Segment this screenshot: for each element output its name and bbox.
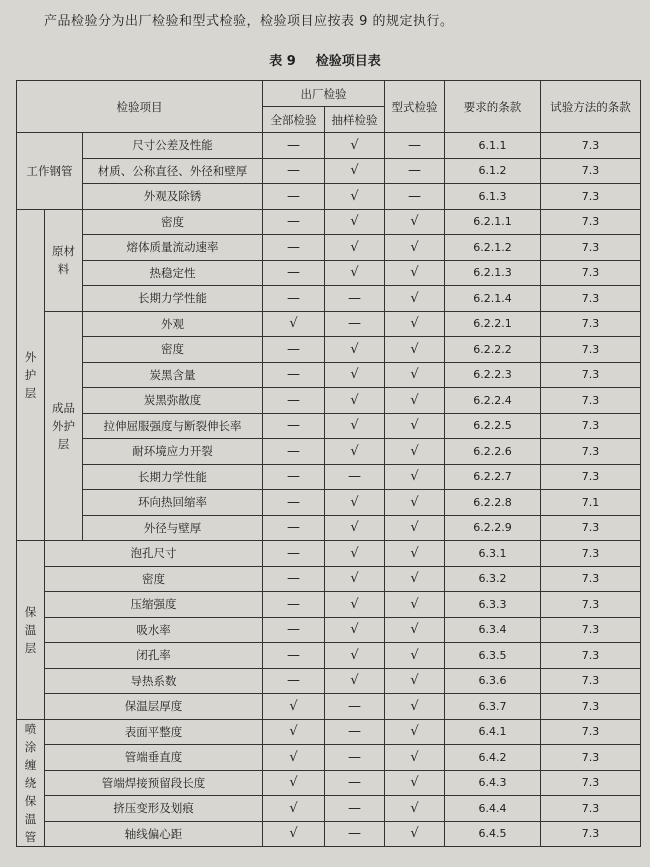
requirement-clause: 6.2.2.5 — [445, 413, 541, 439]
test-method-clause: 7.3 — [541, 337, 641, 363]
group-finished-outer: 成品外护层 — [45, 311, 83, 541]
sample-inspection-cell: √ — [325, 490, 385, 516]
sample-inspection-cell: √ — [325, 388, 385, 414]
table-row — [17, 362, 641, 388]
all-inspection-cell: √ — [263, 796, 325, 822]
requirement-clause: 6.3.4 — [445, 617, 541, 643]
requirement-clause: 6.3.6 — [445, 668, 541, 694]
inspection-items-table — [16, 80, 641, 847]
table-row — [17, 235, 641, 261]
requirement-clause: 6.1.3 — [445, 184, 541, 210]
header-type: 型式检验 — [385, 81, 445, 133]
all-inspection-cell: — — [263, 413, 325, 439]
table-row — [17, 337, 641, 363]
table-row — [17, 643, 641, 669]
table-row — [17, 311, 641, 337]
sample-inspection-cell: — — [325, 311, 385, 337]
table-row — [17, 694, 641, 720]
item-name: 管端焊接预留段长度 — [45, 770, 263, 796]
header-item: 检验项目 — [17, 81, 263, 133]
all-inspection-cell: √ — [263, 719, 325, 745]
header-sample: 抽样检验 — [325, 107, 385, 133]
table-row — [17, 209, 641, 235]
requirement-clause: 6.4.2 — [445, 745, 541, 771]
test-method-clause: 7.3 — [541, 643, 641, 669]
sample-inspection-cell: √ — [325, 668, 385, 694]
item-name: 材质、公称直径、外径和壁厚 — [83, 158, 263, 184]
test-method-clause: 7.3 — [541, 745, 641, 771]
item-name: 轴线偏心距 — [45, 821, 263, 847]
sample-inspection-cell: — — [325, 770, 385, 796]
requirement-clause: 6.2.1.4 — [445, 286, 541, 312]
table-row — [17, 541, 641, 567]
type-test-cell: √ — [385, 770, 445, 796]
table-body — [17, 133, 641, 847]
requirement-clause: 6.1.2 — [445, 158, 541, 184]
requirement-clause: 6.2.2.9 — [445, 515, 541, 541]
item-name: 密度 — [83, 337, 263, 363]
test-method-clause: 7.3 — [541, 617, 641, 643]
sample-inspection-cell: — — [325, 796, 385, 822]
item-name: 密度 — [45, 566, 263, 592]
test-method-clause: 7.3 — [541, 209, 641, 235]
type-test-cell: √ — [385, 362, 445, 388]
table-row — [17, 388, 641, 414]
requirement-clause: 6.2.2.6 — [445, 439, 541, 465]
all-inspection-cell: √ — [263, 770, 325, 796]
type-test-cell: √ — [385, 286, 445, 312]
table-number: 表 9 — [269, 54, 296, 69]
test-method-clause: 7.3 — [541, 515, 641, 541]
type-test-cell: √ — [385, 337, 445, 363]
table-row — [17, 592, 641, 618]
item-name: 外观及除锈 — [83, 184, 263, 210]
all-inspection-cell: — — [263, 643, 325, 669]
sample-inspection-cell: — — [325, 719, 385, 745]
requirement-clause: 6.2.2.3 — [445, 362, 541, 388]
sample-inspection-cell: — — [325, 745, 385, 771]
type-test-cell: √ — [385, 745, 445, 771]
item-name: 吸水率 — [45, 617, 263, 643]
test-method-clause: 7.3 — [541, 133, 641, 159]
test-method-clause: 7.3 — [541, 668, 641, 694]
test-method-clause: 7.3 — [541, 439, 641, 465]
item-name: 熔体质量流动速率 — [83, 235, 263, 261]
item-name: 外观 — [83, 311, 263, 337]
group-raw-material: 原材料 — [45, 209, 83, 311]
table-row — [17, 286, 641, 312]
table-header — [17, 81, 641, 133]
table-row — [17, 439, 641, 465]
sample-inspection-cell: √ — [325, 260, 385, 286]
type-test-cell: √ — [385, 821, 445, 847]
all-inspection-cell: √ — [263, 745, 325, 771]
header-factory: 出厂检验 — [263, 81, 385, 107]
all-inspection-cell: — — [263, 235, 325, 261]
test-method-clause: 7.3 — [541, 719, 641, 745]
test-method-clause: 7.3 — [541, 566, 641, 592]
requirement-clause: 6.2.2.2 — [445, 337, 541, 363]
item-name: 热稳定性 — [83, 260, 263, 286]
table-row — [17, 719, 641, 745]
requirement-clause: 6.4.5 — [445, 821, 541, 847]
item-name: 密度 — [83, 209, 263, 235]
test-method-clause: 7.3 — [541, 388, 641, 414]
group-steel-pipe: 工作钢管 — [17, 133, 83, 210]
test-method-clause: 7.3 — [541, 592, 641, 618]
requirement-clause: 6.3.7 — [445, 694, 541, 720]
group-insulation: 保温层 — [17, 541, 45, 720]
sample-inspection-cell: √ — [325, 566, 385, 592]
header-req: 要求的条款 — [445, 81, 541, 133]
all-inspection-cell: — — [263, 209, 325, 235]
item-name: 泡孔尺寸 — [45, 541, 263, 567]
all-inspection-cell: — — [263, 286, 325, 312]
test-method-clause: 7.3 — [541, 770, 641, 796]
table-row — [17, 133, 641, 159]
type-test-cell: √ — [385, 439, 445, 465]
requirement-clause: 6.2.1.1 — [445, 209, 541, 235]
header-method: 试验方法的条款 — [541, 81, 641, 133]
all-inspection-cell: — — [263, 617, 325, 643]
type-test-cell: — — [385, 158, 445, 184]
table-row — [17, 770, 641, 796]
sample-inspection-cell: √ — [325, 158, 385, 184]
table-row — [17, 821, 641, 847]
type-test-cell: √ — [385, 796, 445, 822]
all-inspection-cell: — — [263, 464, 325, 490]
sample-inspection-cell: √ — [325, 184, 385, 210]
requirement-clause: 6.2.2.7 — [445, 464, 541, 490]
sample-inspection-cell: √ — [325, 337, 385, 363]
test-method-clause: 7.3 — [541, 311, 641, 337]
table-row — [17, 413, 641, 439]
requirement-clause: 6.2.2.1 — [445, 311, 541, 337]
requirement-clause: 6.3.3 — [445, 592, 541, 618]
test-method-clause: 7.3 — [541, 184, 641, 210]
sample-inspection-cell: √ — [325, 541, 385, 567]
requirement-clause: 6.4.1 — [445, 719, 541, 745]
all-inspection-cell: — — [263, 158, 325, 184]
test-method-clause: 7.1 — [541, 490, 641, 516]
table-row — [17, 796, 641, 822]
type-test-cell: √ — [385, 490, 445, 516]
item-name: 环向热回缩率 — [83, 490, 263, 516]
sample-inspection-cell: √ — [325, 209, 385, 235]
test-method-clause: 7.3 — [541, 796, 641, 822]
sample-inspection-cell: — — [325, 694, 385, 720]
group-spray-wound-pipe: 喷涂缠绕保温管 — [17, 719, 45, 847]
type-test-cell: √ — [385, 388, 445, 414]
type-test-cell: √ — [385, 515, 445, 541]
item-name: 拉伸屈服强度与断裂伸长率 — [83, 413, 263, 439]
all-inspection-cell: — — [263, 439, 325, 465]
item-name: 保温层厚度 — [45, 694, 263, 720]
sample-inspection-cell: √ — [325, 133, 385, 159]
item-name: 压缩强度 — [45, 592, 263, 618]
sample-inspection-cell: √ — [325, 643, 385, 669]
sample-inspection-cell: — — [325, 286, 385, 312]
all-inspection-cell: — — [263, 490, 325, 516]
table-row — [17, 464, 641, 490]
test-method-clause: 7.3 — [541, 464, 641, 490]
item-name: 长期力学性能 — [83, 286, 263, 312]
requirement-clause: 6.4.4 — [445, 796, 541, 822]
sample-inspection-cell: √ — [325, 439, 385, 465]
test-method-clause: 7.3 — [541, 821, 641, 847]
item-name: 炭黑含量 — [83, 362, 263, 388]
item-name: 表面平整度 — [45, 719, 263, 745]
table-row — [17, 745, 641, 771]
all-inspection-cell: — — [263, 337, 325, 363]
all-inspection-cell: — — [263, 388, 325, 414]
item-name: 挤压变形及划痕 — [45, 796, 263, 822]
test-method-clause: 7.3 — [541, 286, 641, 312]
item-name: 炭黑弥散度 — [83, 388, 263, 414]
header-all: 全部检验 — [263, 107, 325, 133]
item-name: 闭孔率 — [45, 643, 263, 669]
test-method-clause: 7.3 — [541, 362, 641, 388]
test-method-clause: 7.3 — [541, 541, 641, 567]
table-row — [17, 184, 641, 210]
requirement-clause: 6.3.1 — [445, 541, 541, 567]
requirement-clause: 6.2.1.3 — [445, 260, 541, 286]
item-name: 尺寸公差及性能 — [83, 133, 263, 159]
sample-inspection-cell: √ — [325, 413, 385, 439]
requirement-clause: 6.2.2.8 — [445, 490, 541, 516]
type-test-cell: √ — [385, 592, 445, 618]
all-inspection-cell: — — [263, 133, 325, 159]
requirement-clause: 6.2.2.4 — [445, 388, 541, 414]
all-inspection-cell: √ — [263, 821, 325, 847]
sample-inspection-cell: √ — [325, 617, 385, 643]
test-method-clause: 7.3 — [541, 413, 641, 439]
type-test-cell: √ — [385, 643, 445, 669]
type-test-cell: √ — [385, 464, 445, 490]
type-test-cell: √ — [385, 260, 445, 286]
requirement-clause: 6.2.1.2 — [445, 235, 541, 261]
item-name: 外径与壁厚 — [83, 515, 263, 541]
requirement-clause: 6.1.1 — [445, 133, 541, 159]
type-test-cell: — — [385, 184, 445, 210]
test-method-clause: 7.3 — [541, 235, 641, 261]
sample-inspection-cell: √ — [325, 362, 385, 388]
all-inspection-cell: — — [263, 541, 325, 567]
all-inspection-cell: — — [263, 260, 325, 286]
all-inspection-cell: — — [263, 515, 325, 541]
requirement-clause: 6.4.3 — [445, 770, 541, 796]
type-test-cell: √ — [385, 541, 445, 567]
item-name: 导热系数 — [45, 668, 263, 694]
item-name: 耐环境应力开裂 — [83, 439, 263, 465]
sample-inspection-cell: — — [325, 464, 385, 490]
table-row — [17, 158, 641, 184]
table-row — [17, 668, 641, 694]
table-row — [17, 515, 641, 541]
type-test-cell: √ — [385, 694, 445, 720]
group-outer-layer: 外护层 — [17, 209, 45, 541]
type-test-cell: √ — [385, 617, 445, 643]
item-name: 长期力学性能 — [83, 464, 263, 490]
type-test-cell: √ — [385, 413, 445, 439]
all-inspection-cell: — — [263, 592, 325, 618]
table-row — [17, 490, 641, 516]
type-test-cell: — — [385, 133, 445, 159]
all-inspection-cell: — — [263, 184, 325, 210]
sample-inspection-cell: — — [325, 821, 385, 847]
table-caption — [0, 50, 650, 69]
all-inspection-cell: √ — [263, 311, 325, 337]
table-title: 检验项目表 — [315, 54, 381, 69]
test-method-clause: 7.3 — [541, 694, 641, 720]
table-row — [17, 617, 641, 643]
type-test-cell: √ — [385, 235, 445, 261]
all-inspection-cell: — — [263, 566, 325, 592]
type-test-cell: √ — [385, 311, 445, 337]
all-inspection-cell: — — [263, 362, 325, 388]
requirement-clause: 6.3.2 — [445, 566, 541, 592]
type-test-cell: √ — [385, 719, 445, 745]
item-name: 管端垂直度 — [45, 745, 263, 771]
all-inspection-cell: √ — [263, 694, 325, 720]
intro-paragraph: 产品检验分为出厂检验和型式检验，检验项目应按表 9 的规定执行。 — [44, 14, 454, 29]
type-test-cell: √ — [385, 566, 445, 592]
all-inspection-cell: — — [263, 668, 325, 694]
test-method-clause: 7.3 — [541, 260, 641, 286]
table-row — [17, 260, 641, 286]
sample-inspection-cell: √ — [325, 515, 385, 541]
sample-inspection-cell: √ — [325, 235, 385, 261]
sample-inspection-cell: √ — [325, 592, 385, 618]
requirement-clause: 6.3.5 — [445, 643, 541, 669]
test-method-clause: 7.3 — [541, 158, 641, 184]
type-test-cell: √ — [385, 209, 445, 235]
table-row — [17, 566, 641, 592]
type-test-cell: √ — [385, 668, 445, 694]
